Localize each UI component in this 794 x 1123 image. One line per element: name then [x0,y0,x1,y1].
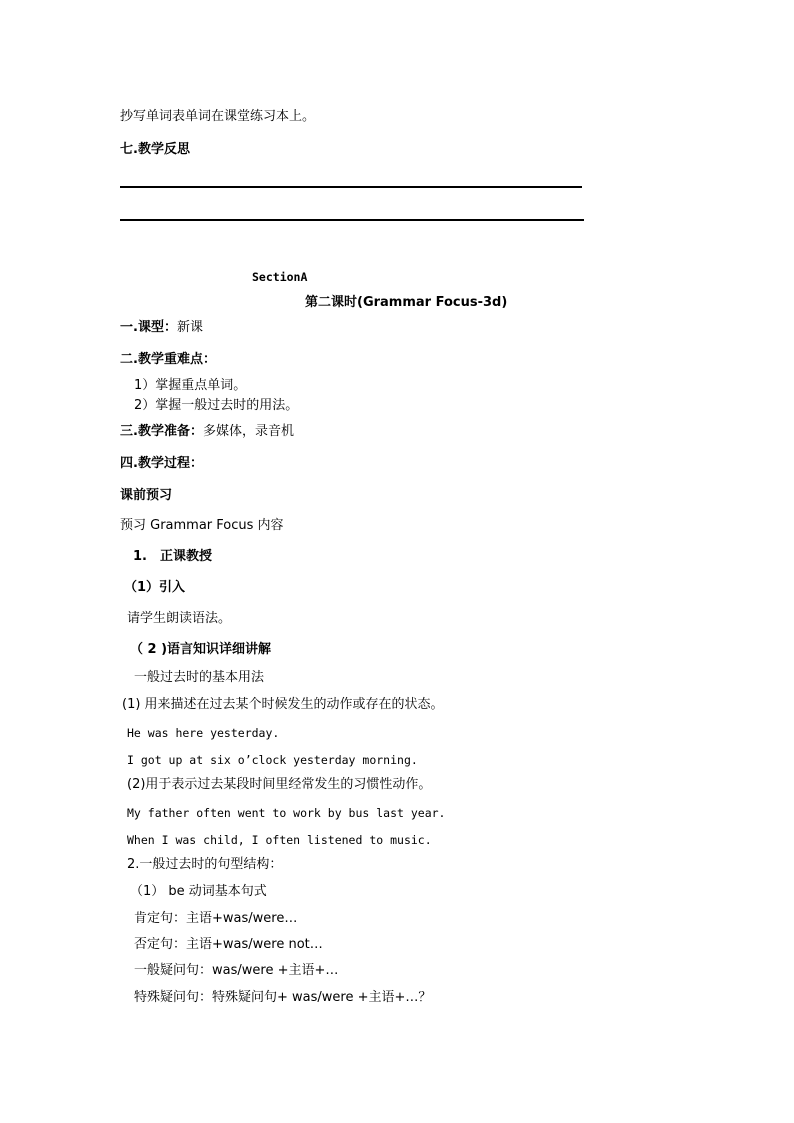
copy-words-instruction: 抄写单词表单词在课堂练习本上。 [120,109,316,124]
teaching-prep-value: 多媒体，录音机 [202,424,294,439]
example-1b: I got up at six o’clock yesterday morning. [127,753,418,767]
usage-2: (2)用于表示过去某段时间里经常发生的习惯性动作。 [127,777,432,792]
example-2a: My father often went to work by bus last year. [127,806,446,820]
lesson-type [120,320,203,336]
negative-pattern: 否定句：主语+was/were not… [134,937,323,952]
affirmative-pattern: 肯定句：主语+was/were… [134,911,298,926]
reflection-line-2 [120,219,584,221]
general-question-pattern: 一般疑问句：was/were +主语+… [134,963,339,978]
example-2b: When I was child, I often listened to music. [127,833,432,847]
lesson-type-label: 一.课型： [120,320,177,335]
main-teaching-heading: 1. 正课教授 [133,549,212,564]
section-label: SectionA [252,270,308,284]
be-verb-heading: （1） be 动词基本句式 [130,884,267,899]
process-heading: 四.教学过程： [120,456,203,471]
lesson-type-value: 新课 [176,320,203,335]
lesson-title: 第二课时(Grammar Focus-3d) [305,295,508,310]
key-points-heading: 二.教学重难点： [120,352,216,367]
key-point-1: 1）掌握重点单词。 [134,378,247,393]
special-question-pattern: 特殊疑问句：特殊疑问句+ was/were +主语+…？ [134,990,432,1005]
intro-heading: （1）引入 [124,580,186,595]
basic-usage: 一般过去时的基本用法 [134,670,265,685]
preview-text: 预习 Grammar Focus 内容 [120,518,284,533]
teaching-prep [120,424,294,440]
explain-heading: （ 2 )语言知识详细讲解 [130,642,272,657]
example-1a: He was here yesterday. [127,726,280,740]
preview-heading: 课前预习 [120,488,173,503]
key-point-2: 2）掌握一般过去时的用法。 [134,398,299,413]
usage-1: (1) 用来描述在过去某个时候发生的动作或存在的状态。 [122,697,444,712]
intro-text: 请学生朗读语法。 [127,611,232,626]
reflection-heading: 七.教学反思 [120,142,190,157]
teaching-prep-label: 三.教学准备： [120,424,203,439]
reflection-line-1 [120,186,582,188]
structure-heading: 2.一般过去时的句型结构： [127,857,283,872]
